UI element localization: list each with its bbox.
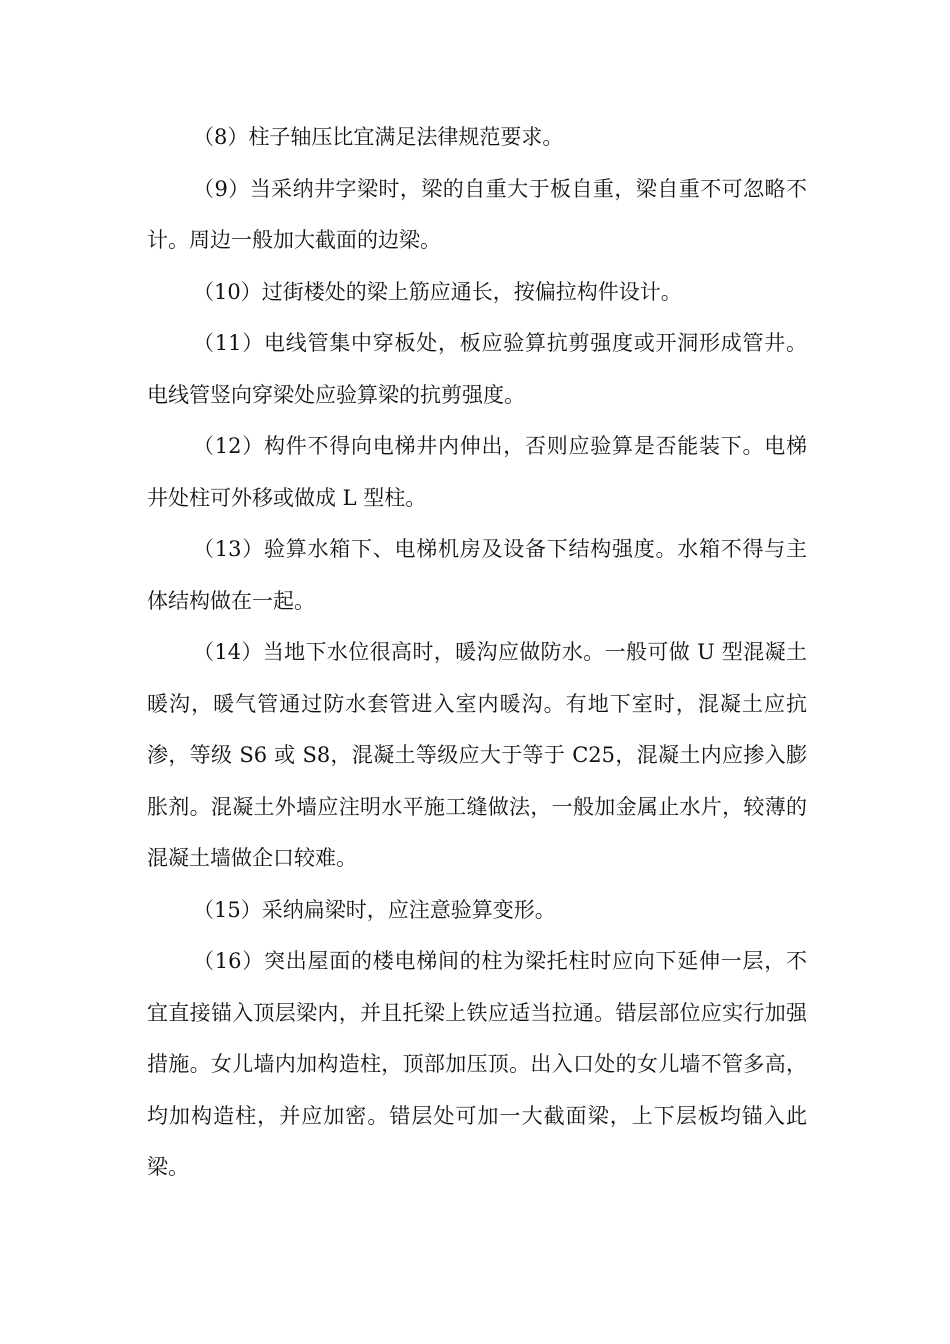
paragraph-13: （13）验算水箱下、电梯机房及设备下结构强度。水箱不得与主体结构做在一起。 — [147, 537, 807, 613]
paragraph-11: （11）电线管集中穿板处，板应验算抗剪强度或开洞形成管井。电线管竖向穿梁处应验算梁的抗剪强度。 — [147, 331, 807, 407]
paragraph-15: （15）采纳扁梁时，应注意验算变形。 — [193, 897, 556, 922]
paragraph-9: （9）当采纳井字梁时，梁的自重大于板自重，梁自重不可忽略不计。周边一般加大截面的边梁。 — [147, 176, 807, 252]
paragraph-12: （12）构件不得向电梯井内伸出，否则应验算是否能装下。电梯井处柱可外移或做成 L 型柱。 — [147, 434, 807, 510]
paragraph-16: （16）突出屋面的楼电梯间的柱为梁托柱时应向下延伸一层，不宜直接锚入顶层梁内，并且托梁上铁应适当拉通。错层部位应实行加强措施。女儿墙内加构造柱，顶部加压顶。出入口处的女儿墙不管多高，均加构造柱，并应加密。错层处可加一大截面梁，上下层板均锚入此梁。 — [147, 949, 807, 1179]
paragraph-14: （14）当地下水位很高时，暖沟应做防水。一般可做 U 型混凝土暖沟，暖气管通过防水套管进入室内暖沟。有地下室时，混凝土应抗渗，等级 S6 或 S8，混凝土等级应大于等于 C25，混凝土内应掺入膨胀剂。混凝土外墙应注明水平施工缝做法，一般加金属止水片，较薄的混凝土墙做企口较难。 — [147, 640, 807, 870]
document-body — [147, 112, 807, 1194]
paragraph-10: （10）过街楼处的梁上筋应通长，按偏拉构件设计。 — [193, 279, 682, 304]
paragraph-8: （8）柱子轴压比宜满足法律规范要求。 — [193, 125, 564, 149]
